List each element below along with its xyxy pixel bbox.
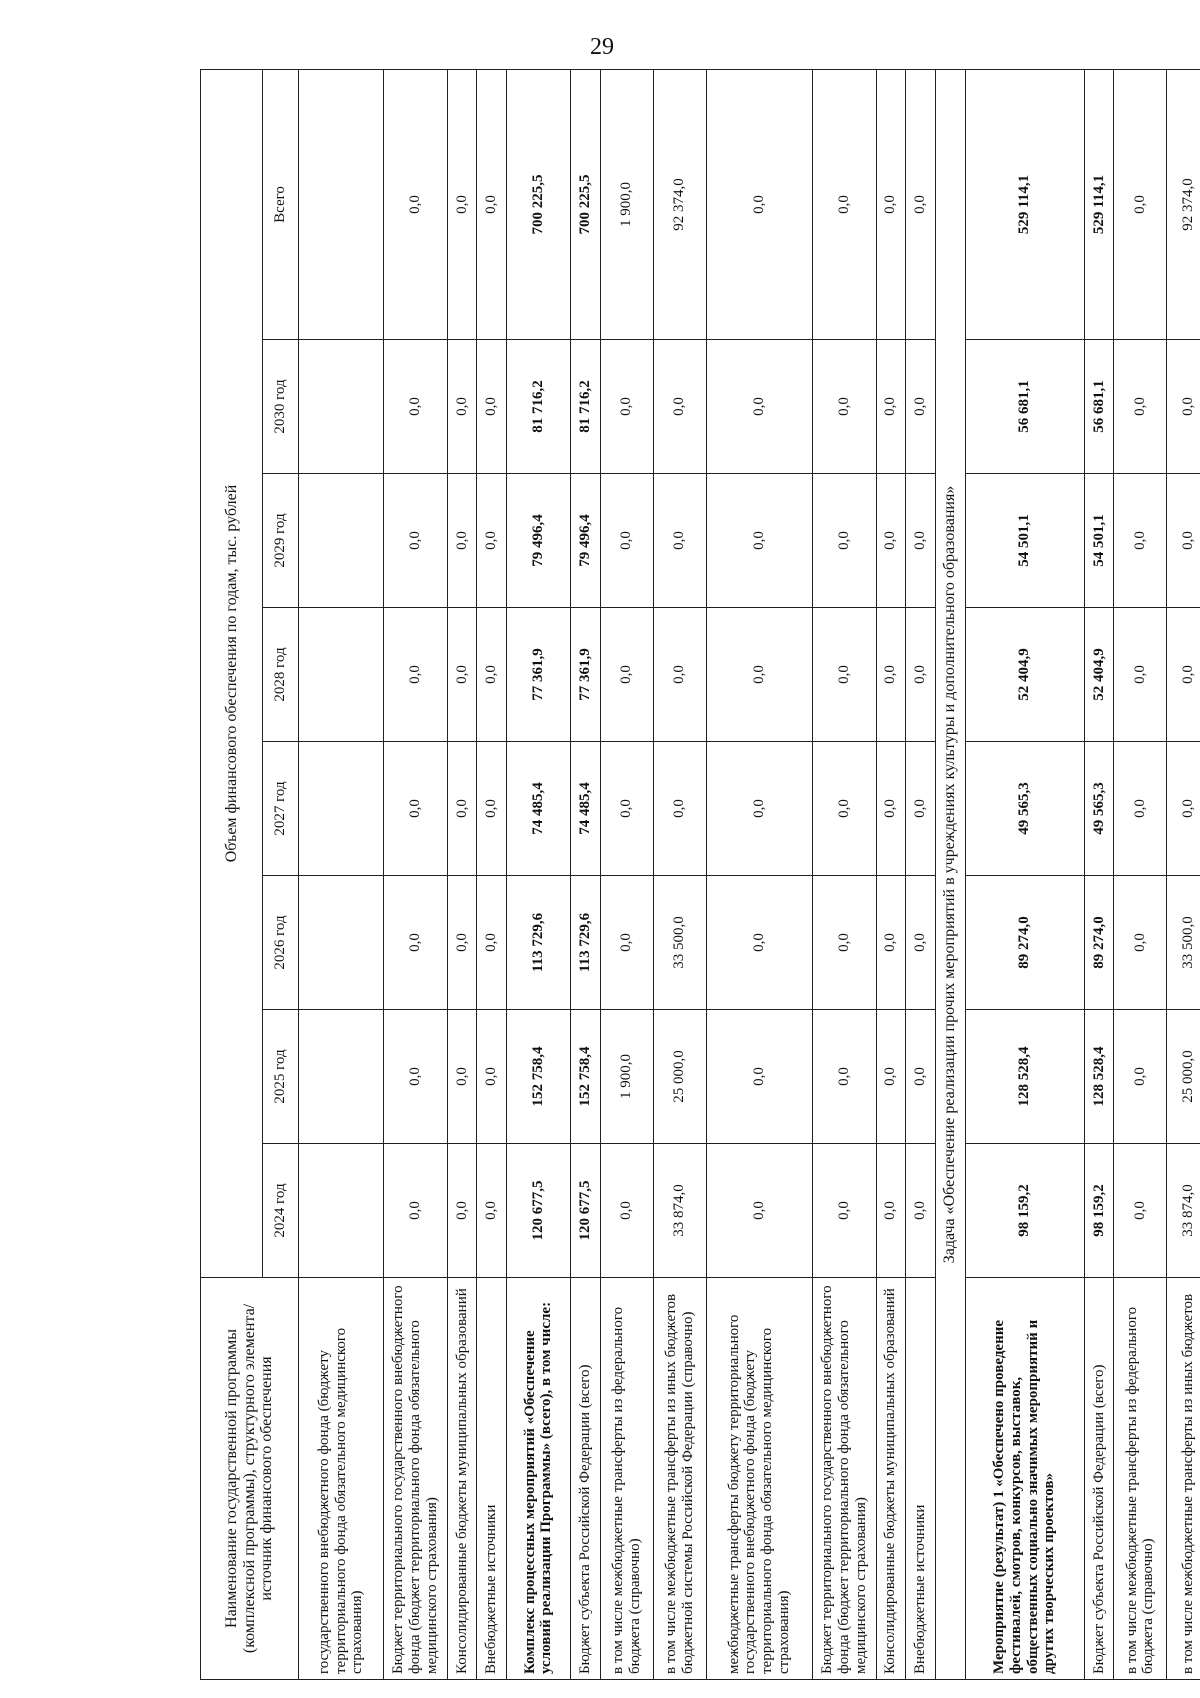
value-cell: 0,0 [600, 340, 653, 474]
row-name-cell: в том числе межбюджетные трансферты из федерального бюджета (справочно) [1114, 1278, 1167, 1680]
value-cell: 79 496,4 [507, 474, 571, 608]
value-cell: 0,0 [477, 474, 507, 608]
value-cell: 0,0 [876, 69, 906, 339]
value-cell: 0,0 [383, 340, 447, 474]
value-cell: 0,0 [706, 1010, 812, 1144]
value-cell: 0,0 [812, 1010, 876, 1144]
value-cell: 54 501,1 [1084, 474, 1114, 608]
value-cell: 0,0 [876, 340, 906, 474]
header-year-2030: 2030 год [263, 340, 299, 474]
value-cell: 120 677,5 [570, 1144, 600, 1278]
value-cell: 0,0 [653, 474, 706, 608]
value-cell: 0,0 [383, 608, 447, 742]
row-name-cell: Комплекс процессных мероприятий «Обеспечение условий реализации Программы» (всего), в том числе: [507, 1278, 571, 1680]
value-cell: 0,0 [1114, 340, 1167, 474]
value-cell: 0,0 [477, 742, 507, 876]
value-cell: 0,0 [477, 1144, 507, 1278]
row-name-cell: в том числе межбюджетные трансферты из федерального бюджета (справочно) [600, 1278, 653, 1680]
value-cell: 92 374,0 [1167, 69, 1200, 339]
value-cell: 529 114,1 [965, 69, 1084, 339]
table-row [965, 69, 1084, 1679]
value-cell: 0,0 [447, 69, 477, 339]
value-cell: 113 729,6 [570, 876, 600, 1010]
value-cell: 0,0 [600, 474, 653, 608]
value-cell: 25 000,0 [1167, 1010, 1200, 1144]
value-cell: 0,0 [383, 1010, 447, 1144]
value-cell: 0,0 [706, 608, 812, 742]
value-cell: 0,0 [383, 742, 447, 876]
value-cell: 128 528,4 [965, 1010, 1084, 1144]
value-cell: 1 900,0 [600, 69, 653, 339]
value-cell: 0,0 [1167, 474, 1200, 608]
value-cell: 152 758,4 [570, 1010, 600, 1144]
value-cell: 0,0 [906, 1144, 936, 1278]
value-cell: 0,0 [600, 1144, 653, 1278]
value-cell: 0,0 [876, 742, 906, 876]
table-row [1084, 69, 1114, 1679]
value-cell: 0,0 [812, 340, 876, 474]
table-row [1114, 69, 1167, 1679]
table-row [600, 69, 653, 1679]
row-name-cell: Консолидированные бюджеты муниципальных образований [447, 1278, 477, 1680]
value-cell: 52 404,9 [965, 608, 1084, 742]
value-cell: 49 565,3 [965, 742, 1084, 876]
table-row [706, 69, 812, 1679]
value-cell: 0,0 [447, 1010, 477, 1144]
value-cell: 74 485,4 [570, 742, 600, 876]
value-cell [299, 876, 384, 1010]
value-cell: 0,0 [653, 608, 706, 742]
value-cell [299, 474, 384, 608]
header-name-column: Наименование государственной программы (комплексной программы), структурного элемента/источник финансового обеспечения [201, 1278, 299, 1680]
value-cell: 128 528,4 [1084, 1010, 1114, 1144]
row-name-cell: Консолидированные бюджеты муниципальных образований [876, 1278, 906, 1680]
value-cell: 33 874,0 [1167, 1144, 1200, 1278]
table-body [299, 69, 1200, 1679]
table-row [447, 69, 477, 1679]
value-cell: 0,0 [812, 474, 876, 608]
value-cell: 0,0 [477, 1010, 507, 1144]
value-cell [299, 69, 384, 339]
table-row [299, 69, 384, 1679]
header-year-2025: 2025 год [263, 1010, 299, 1144]
value-cell: 700 225,5 [570, 69, 600, 339]
rotated-table-container [200, 70, 1200, 1680]
value-cell: 0,0 [906, 474, 936, 608]
value-cell [299, 1010, 384, 1144]
value-cell: 0,0 [1114, 876, 1167, 1010]
row-name-cell: Бюджет территориального государственного внебюджетного фонда (бюджет территориального фонда обязательного медицинского страхования) [812, 1278, 876, 1680]
value-cell: 0,0 [812, 69, 876, 339]
value-cell: 56 681,1 [1084, 340, 1114, 474]
value-cell: 89 274,0 [1084, 876, 1114, 1010]
value-cell: 49 565,3 [1084, 742, 1114, 876]
task-row-cell: Задача «Обеспечение реализации прочих мероприятий в учреждениях культуры и дополнительного образования» [935, 69, 965, 1679]
header-year-2029: 2029 год [263, 474, 299, 608]
value-cell: 0,0 [477, 876, 507, 1010]
row-name-cell: Внебюджетные источники [477, 1278, 507, 1680]
value-cell: 0,0 [706, 69, 812, 339]
row-name-cell: Бюджет субъекта Российской Федерации (всего) [1084, 1278, 1114, 1680]
value-cell: 0,0 [1114, 1010, 1167, 1144]
value-cell: 0,0 [812, 608, 876, 742]
value-cell: 700 225,5 [507, 69, 571, 339]
value-cell: 0,0 [876, 1144, 906, 1278]
row-name-cell: Бюджет территориального государственного внебюджетного фонда (бюджет территориального фонда обязательного медицинского страхования) [383, 1278, 447, 1680]
value-cell: 0,0 [706, 474, 812, 608]
row-name-cell: государственного внебюджетного фонда (бюджету территориального фонда обязательного медицинского страхования) [299, 1278, 384, 1680]
value-cell: 79 496,4 [570, 474, 600, 608]
table-row [653, 69, 706, 1679]
value-cell: 0,0 [706, 876, 812, 1010]
row-name-cell: межбюджетные трансферты бюджету территориального государственного внебюджетного фонда (бюджету территориального фонда обязательного медицинского страхования) [706, 1278, 812, 1680]
table-row [383, 69, 447, 1679]
value-cell: 0,0 [383, 69, 447, 339]
value-cell: 77 361,9 [507, 608, 571, 742]
value-cell: 92 374,0 [653, 69, 706, 339]
page-number: 29 [590, 34, 614, 60]
value-cell [299, 340, 384, 474]
value-cell [299, 1144, 384, 1278]
value-cell: 0,0 [447, 608, 477, 742]
value-cell: 0,0 [876, 1010, 906, 1144]
value-cell: 0,0 [447, 742, 477, 876]
value-cell: 77 361,9 [570, 608, 600, 742]
value-cell: 98 159,2 [965, 1144, 1084, 1278]
value-cell: 0,0 [600, 608, 653, 742]
value-cell: 0,0 [600, 742, 653, 876]
value-cell [299, 742, 384, 876]
row-name-cell: в том числе межбюджетные трансферты из иных бюджетов бюджетной системы Российской Федерации (справочно) [653, 1278, 706, 1680]
value-cell: 0,0 [876, 474, 906, 608]
value-cell: 25 000,0 [653, 1010, 706, 1144]
value-cell: 0,0 [706, 1144, 812, 1278]
table-row [570, 69, 600, 1679]
value-cell: 33 874,0 [653, 1144, 706, 1278]
value-cell: 0,0 [477, 608, 507, 742]
value-cell: 81 716,2 [507, 340, 571, 474]
header-year-2028: 2028 год [263, 608, 299, 742]
value-cell: 0,0 [812, 876, 876, 1010]
value-cell: 529 114,1 [1084, 69, 1114, 339]
value-cell: 0,0 [906, 1010, 936, 1144]
table-row [1167, 69, 1200, 1679]
header-year-2027: 2027 год [263, 742, 299, 876]
value-cell: 0,0 [477, 69, 507, 339]
value-cell: 98 159,2 [1084, 1144, 1114, 1278]
value-cell: 0,0 [876, 876, 906, 1010]
value-cell: 0,0 [906, 608, 936, 742]
header-total: Всего [263, 69, 299, 339]
table-row [477, 69, 507, 1679]
value-cell: 0,0 [477, 340, 507, 474]
value-cell: 0,0 [812, 1144, 876, 1278]
value-cell: 33 500,0 [1167, 876, 1200, 1010]
row-name-cell: Внебюджетные источники [906, 1278, 936, 1680]
value-cell: 0,0 [1167, 742, 1200, 876]
table-row [812, 69, 876, 1679]
header-year-2026: 2026 год [263, 876, 299, 1010]
value-cell: 0,0 [653, 340, 706, 474]
value-cell: 81 716,2 [570, 340, 600, 474]
value-cell: 56 681,1 [965, 340, 1084, 474]
value-cell: 54 501,1 [965, 474, 1084, 608]
value-cell: 0,0 [1167, 608, 1200, 742]
value-cell: 52 404,9 [1084, 608, 1114, 742]
table-row [935, 69, 965, 1679]
value-cell: 0,0 [706, 742, 812, 876]
header-volume: Объем финансового обеспечения по годам, тыс. рублей [201, 69, 263, 1277]
value-cell: 0,0 [706, 340, 812, 474]
value-cell: 0,0 [600, 876, 653, 1010]
value-cell: 0,0 [1114, 608, 1167, 742]
value-cell: 0,0 [906, 340, 936, 474]
value-cell: 1 900,0 [600, 1010, 653, 1144]
value-cell: 0,0 [447, 876, 477, 1010]
value-cell: 0,0 [1114, 474, 1167, 608]
value-cell: 120 677,5 [507, 1144, 571, 1278]
value-cell: 0,0 [383, 474, 447, 608]
value-cell: 0,0 [447, 474, 477, 608]
value-cell: 0,0 [876, 608, 906, 742]
value-cell: 0,0 [906, 69, 936, 339]
value-cell: 0,0 [906, 876, 936, 1010]
value-cell: 113 729,6 [507, 876, 571, 1010]
table-row [906, 69, 936, 1679]
value-cell: 0,0 [1114, 69, 1167, 339]
value-cell: 0,0 [906, 742, 936, 876]
value-cell: 0,0 [1167, 340, 1200, 474]
value-cell: 152 758,4 [507, 1010, 571, 1144]
value-cell: 0,0 [447, 340, 477, 474]
table-row [507, 69, 571, 1679]
financing-table [200, 69, 1200, 1680]
value-cell: 89 274,0 [965, 876, 1084, 1010]
header-year-2024: 2024 год [263, 1144, 299, 1278]
value-cell: 0,0 [447, 1144, 477, 1278]
row-name-cell: Бюджет субъекта Российской Федерации (всего) [570, 1278, 600, 1680]
value-cell: 0,0 [1114, 1144, 1167, 1278]
value-cell: 0,0 [383, 1144, 447, 1278]
value-cell: 74 485,4 [507, 742, 571, 876]
value-cell: 0,0 [383, 876, 447, 1010]
row-name-cell: Мероприятие (результат) 1 «Обеспечено проведение фестивалей, смотров, конкурсов, выставок, общественных социально значимых мероприятий и других творческих проектов» [965, 1278, 1084, 1680]
value-cell [299, 608, 384, 742]
value-cell: 0,0 [812, 742, 876, 876]
value-cell: 33 500,0 [653, 876, 706, 1010]
table-row [876, 69, 906, 1679]
value-cell: 0,0 [1114, 742, 1167, 876]
row-name-cell: в том числе межбюджетные трансферты из иных бюджетов [1167, 1278, 1200, 1680]
value-cell: 0,0 [653, 742, 706, 876]
